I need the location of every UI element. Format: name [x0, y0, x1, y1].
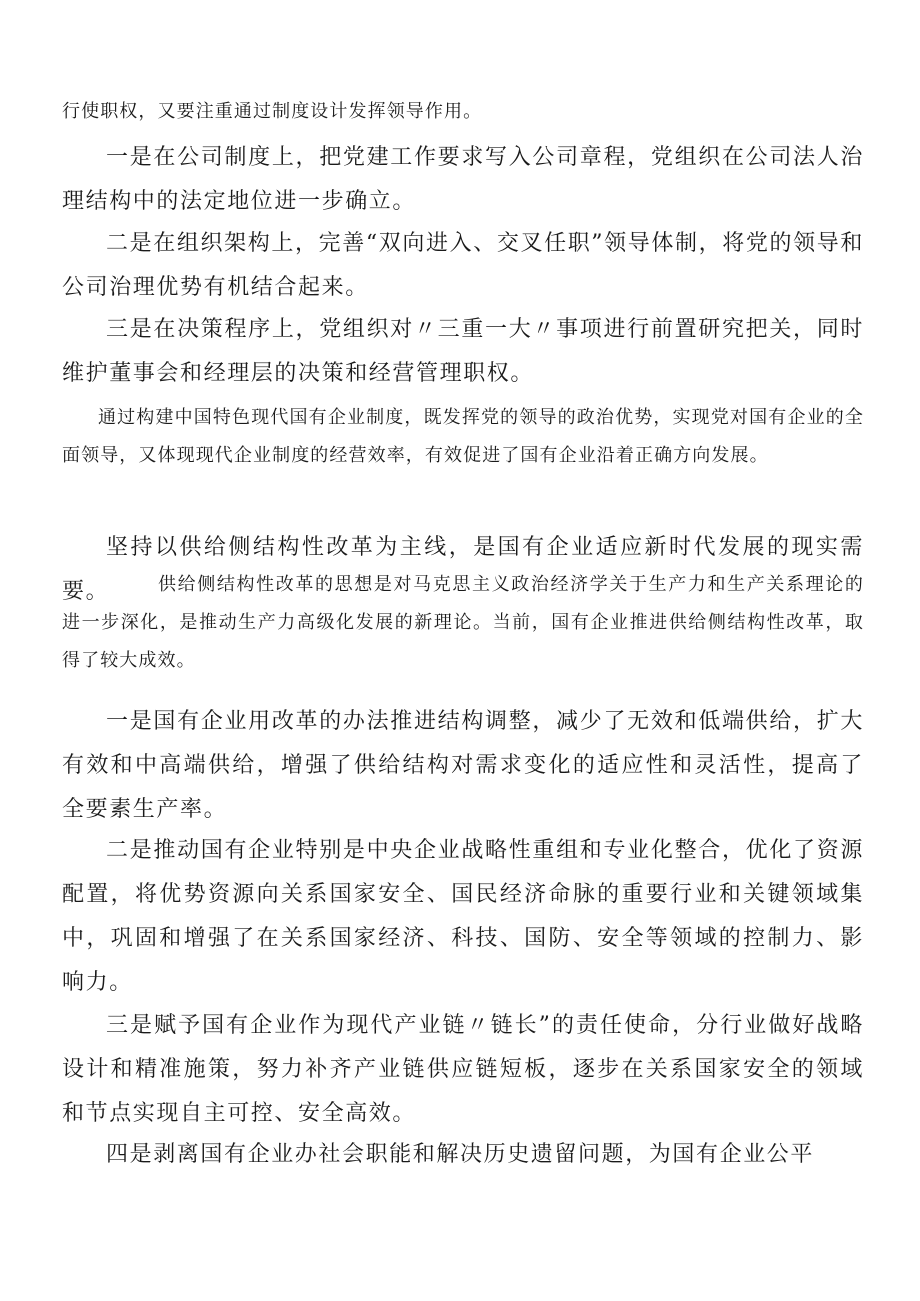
paragraph-6-body: 供给侧结构性改革的思想是对马克思主义政治经济学关于生产力和生产关系理论的进一步深化，是推动生产力高级化发展的新理论。当前，国有企业推进供给侧结构性改革，取得了较大成效。 — [62, 574, 864, 671]
paragraph-5: 通过构建中国特色现代国有企业制度，既发挥党的领导的政治优势，实现党对国有企业的全面领导，又体现现代企业制度的经营效率，有效促进了国有企业沿着正确方向发展。 — [62, 407, 864, 466]
paragraph-3: 二是在组织架构上，完善“双向进入、交叉任职”领导体制，将党的领导和公司治理优势有机结合起来。 — [62, 231, 864, 300]
paragraph-9: 三是赋予国有企业作为现代产业链〃链长”的责任使命，分行业做好战略设计和精准施策，努力补齐产业链供应链短板，逐步在关系国家安全的领域和节点实现自主可控、安全高效。 — [62, 1013, 864, 1126]
paragraph-4: 三是在决策程序上，党组织对〃三重一大〃事项进行前置研究把关，同时维护董事会和经理层的决策和经营管理职权。 — [62, 317, 864, 386]
paragraph-2: 一是在公司制度上，把党建工作要求写入公司章程，党组织在公司法人治理结构中的法定地位进一步确立。 — [62, 145, 864, 214]
paragraph-10: 四是剥离国有企业办社会职能和解决历史遗留问题，为国有企业公平 — [106, 1142, 815, 1167]
paragraph-8: 二是推动国有企业特别是中央企业战略性重组和专业化整合，优化了资源配置，将优势资源向关系国家安全、国民经济命脉的重要行业和关键领域集中，巩固和增强了在关系国家经济、科技、国防、安全等领域的控制力、影响力。 — [62, 838, 864, 995]
paragraph-6-lead: 坚持以供给侧结构性改革为主线，是国有企业适应新时代发展的现实需要。 — [62, 535, 864, 604]
paragraph-1: 行使职权，又要注重通过制度设计发挥领导作用。 — [62, 101, 483, 122]
paragraph-7: 一是国有企业用改革的办法推进结构调整，减少了无效和低端供给，扩大有效和中高端供给，增强了供给结构对需求变化的适应性和灵活性，提高了全要素生产率。 — [62, 709, 864, 822]
